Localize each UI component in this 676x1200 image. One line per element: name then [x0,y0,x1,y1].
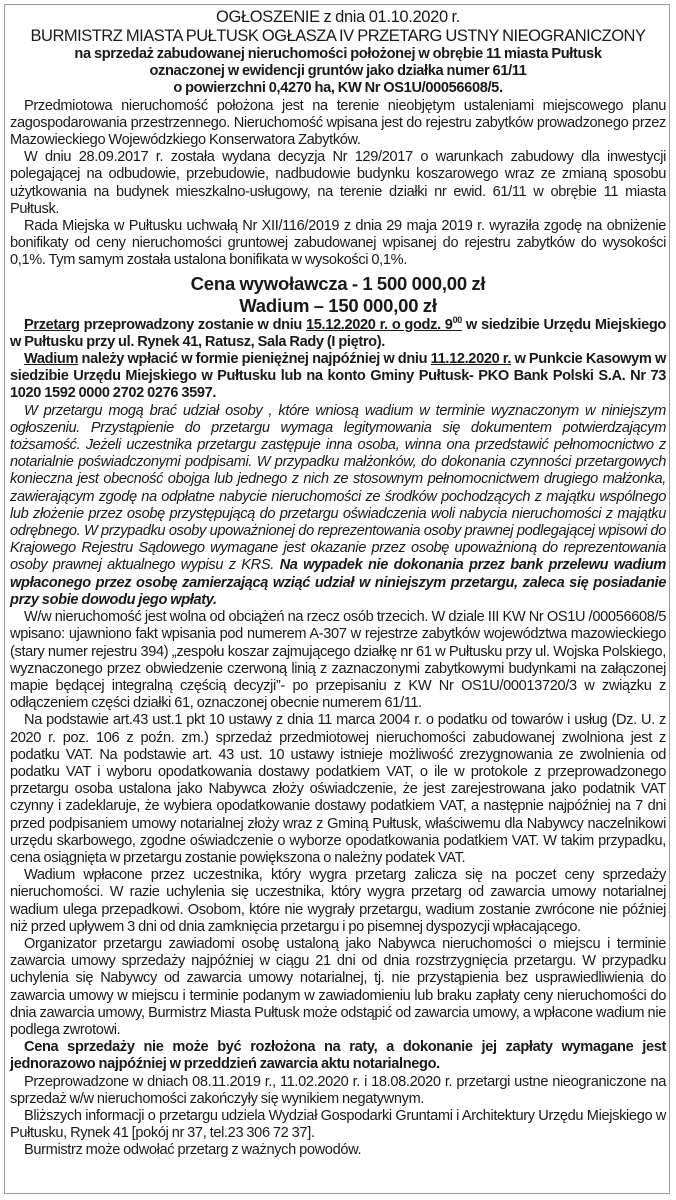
property-parcel: oznaczonej w ewidencji gruntów jako działka numer 61/11 [149,63,527,80]
property-subject: na sprzedaż zabudowanej nieruchomości położonej w obrębie 11 miasta Pułtusk [74,46,602,62]
announcement-main-heading: BURMISTRZ MIASTA PUŁTUSK OGŁASZA IV PRZETARG USTNY NIEOGRANICZONY [30,27,646,45]
deposit-label: Wadium [24,351,79,368]
announcement-document [10,8,666,1160]
deposit-date: 11.12.2020 r. [430,351,512,368]
participation-text: W przetargu mogą brać udział osoby , które wniosą wadium w terminie wyznaczonym w niniejszym ogłoszeniu. Przystąpienie do przetargu wymaga legitymowania się dokumentem potwierdzającym tożsamość. Jeżeli uczestnika przetargu zastępuje inna osoba, winna ona przedstawić pełnomocnictwo z notarialnie poświadczonymi podpisami. W przypadku małżonków, do dokonania czynności przetargowych konieczna jest obecność obojga lub jednego z nich ze stosownym pełnomocnictwem drugiego małżonka, zawierającym zgodę na odpłatne nabycie nieruchomości ze środków pochodzących z majątku wspólnego lub złożenie przez osobę przystępującą do przetargu oświadczenia woli nabycia nieruchomości z majątku odrębnego. W przypadku osoby upoważnionej do reprezentowania osoby prawnej podlegającej wpisowi do Krajowego Rejestru Sądowego wymagane jest okazanie przez osobę upoważnioną do reprezentowania osoby prawnej aktualnego wypisu z KRS. [10,402,666,574]
paragraph-encumbrances: W/w nieruchomość jest wolna od obciążeń na rzecz osób trzecich. W dziale III KW Nr OS1U /00056608/5 wpisano: ujawniono fakt wpisania pod numerem A-307 w rejestrze zabytków województwa mazowieckiego (stary numer rejestru 394) „zespołu koszar zajmującego działkę nr 61 w Pułtusku przy ul. Wojska Polskiego, wyznaczonego przez obwiedzenie czerwoną linią z zaznaczonymi zabytkowymi budynkami na załączonej mapie będącej integralną częścią decyzji”- po przepisaniu z KW Nr OS1U/00013720/3 w związku z odłączeniem części działki 61, oznaczonej obecnie numerem 61/11. [10,609,666,712]
paragraph-payment-terms: Cena sprzedaży nie może być rozłożona na raty, a dokonanie jej zapłaty wymagane jest jednorazowo najpóźniej w przeddzień zawarcia aktu notarialnego. [10,1039,666,1073]
paragraph-vat: Na podstawie art.43 ust.1 pkt 10 ustawy z dnia 11 marca 2004 r. o podatku od towarów i usług (Dz. U. z 2020 r. poz. 106 z poźn. zm.) sprzedaż przedmiotowej nieruchomości zabudowanej zwolniona jest z podatku VAT. Na podstawie art. 43 ust. 10 ustawy istnieje możliwość zrezygnowania ze zwolnienia od podatku VAT i wyboru opodatkowania dostawy podatkiem VAT, o ile w protokole z przeprowadzonego przetargu osoba ustalona jako Nabywca złoży oświadczenie, że jest zarejestrowana jako podatnik VAT czynny i zadeklaruje, że wybiera opodatkowanie dostawy podatkiem VAT, a następnie najpóźniej na 7 dni przed podpisaniem umowy notarialnej złoży wraz z Gminą Pułtusk, właściwemu dla Nabywcy naczelnikowi urzędu skarbowego, zgodne oświadczenie o wyborze opodatkowania podatkiem VAT. W takim przypadku, cena osiągnięta w przetargu zostanie powiększona o należny podatek VAT. [10,712,666,866]
auction-text: przeprowadzony zostanie w dniu [79,316,306,333]
paragraph-deposit-payment [10,351,666,403]
starting-price: Cena wywoławcza - 1 500 000,00 zł [190,272,486,294]
paragraph-participation [10,403,666,609]
auction-datetime [306,314,462,333]
paragraph-auction-date [10,314,666,351]
auction-time-minutes: 00 [452,314,462,325]
deposit-amount: Wadium – 150 000,00 zł [239,294,437,316]
announcement-date-heading: OGŁOSZENIE z dnia 01.10.2020 r. [216,8,460,26]
property-area-kw: o powierzchni 0,4270 ha, KW Nr OS1U/00056608/5. [173,80,503,97]
paragraph-previous-auctions: Przeprowadzone w dniach 08.11.2019 r., 11.02.2020 r. i 18.08.2020 r. przetargi ustne nieograniczone na sprzedaż w/w nieruchomości zakończyły się wynikiem negatywnym. [10,1073,666,1107]
paragraph-contract: Organizator przetargu zawiadomi osobę ustaloną jako Nabywca nieruchomości o miejscu i terminie zawarcia umowy sprzedaży najpóźniej w ciągu 21 dni od dnia rozstrzygnięcia przetargu. W przypadku uchylenia się Nabywcy od zawarcia umowy notarialnej, tj. nie przystąpienia bez usprawiedliwienia do zawarcia umowy w miejscu i terminie podanym w zawiadomieniu lub braku zapłaty ceny nieruchomości do dnia zawarcia umowy, Burmistrz Miasta Pułtusk może odstąpić od zawarcia umowy, a wpłacone wadium nie podlega zwrotowi. [10,935,666,1038]
paragraph-bonus-resolution: Rada Miejska w Pułtusku uchwałą Nr XII/116/2019 z dnia 29 maja 2019 r. wyraziła zgodę na obniżenie bonifikaty od ceny nieruchomości gruntowej zabudowanej wpisanej do rejestru zabytków do wysokości 0,1%. Tym samym została ustalona bonifikata w wysokości 0,1%. [10,218,666,269]
deposit-text: należy wpłacić w formie pieniężnej najpóźniej w dniu [78,351,431,368]
paragraph-zoning: Przedmiotowa nieruchomość położona jest na terenie nieobjętym ustaleniami miejscowego planu zagospodarowania przestrzennego. Nieruchomość wpisana jest do rejestru zabytków prowadzonego przez Mazowieckiego Wojewódzkiego Konserwatora Zabytków. [10,97,666,149]
deposit-account: w Punkcie Kasowym w siedzibie Urzędu Miejskiego w Pułtusku lub na konto Gminy Pułtusk- PKO Bank Polski S.A. Nr 73 1020 1592 0000 2702 0276 3597. [10,351,666,402]
paragraph-cancellation: Burmistrz może odwołać przetarg z ważnych powodów. [24,1142,362,1159]
paragraph-deposit-rules: Wadium wpłacone przez uczestnika, który wygra przetarg zalicza się na poczet ceny sprzedaży nieruchomości. W razie uchylenia się uczestnika, który wygra przetarg od zawarcia umowy notarialnej wadium ulega przepadkowi. Osobom, które nie wygrały przetargu, wadium zostanie zwrócone nie później niż przed upływem 3 dni od dnia zamknięcia przetargu i po pisemnej dyspozycji wpłacającego. [10,867,666,935]
participation-warning: Na wypadek nie dokonania przez bank przelewu wadium wpłaconego przez osobę zamierzającą wziąć udział w niniejszym przetargu, zaleca się posiadanie przy sobie dowodu jego wpłaty. [10,557,666,608]
paragraph-building-decision: W dniu 28.09.2017 r. została wydana decyzja Nr 129/2017 o warunkach zabudowy dla inwestycji polegającej na odbudowie, przebudowie, nadbudowie budynku koszarowego wraz ze zmianą sposobu użytkowania na budynek mieszkalno-usługowy, na terenie działki nr ewid. 61/11 w obrębie 11 miasta Pułtusk. [10,149,666,217]
paragraph-contact-info: Bliższych informacji o przetargu udziela Wydział Gospodarki Gruntami i Architektury Urzędu Miejskiego w Pułtusku, Rynek 41 [pokój nr 37, tel.23 306 72 37]. [10,1107,666,1142]
auction-location: w siedzibie Urzędu Miejskiego w Pułtusku przy ul. Rynek 41, Ratusz, Sala Rady (I piętro). [10,316,666,350]
auction-date: 15.12.2020 r. o godz. 9 [306,316,453,333]
auction-label: Przetarg [24,316,80,333]
